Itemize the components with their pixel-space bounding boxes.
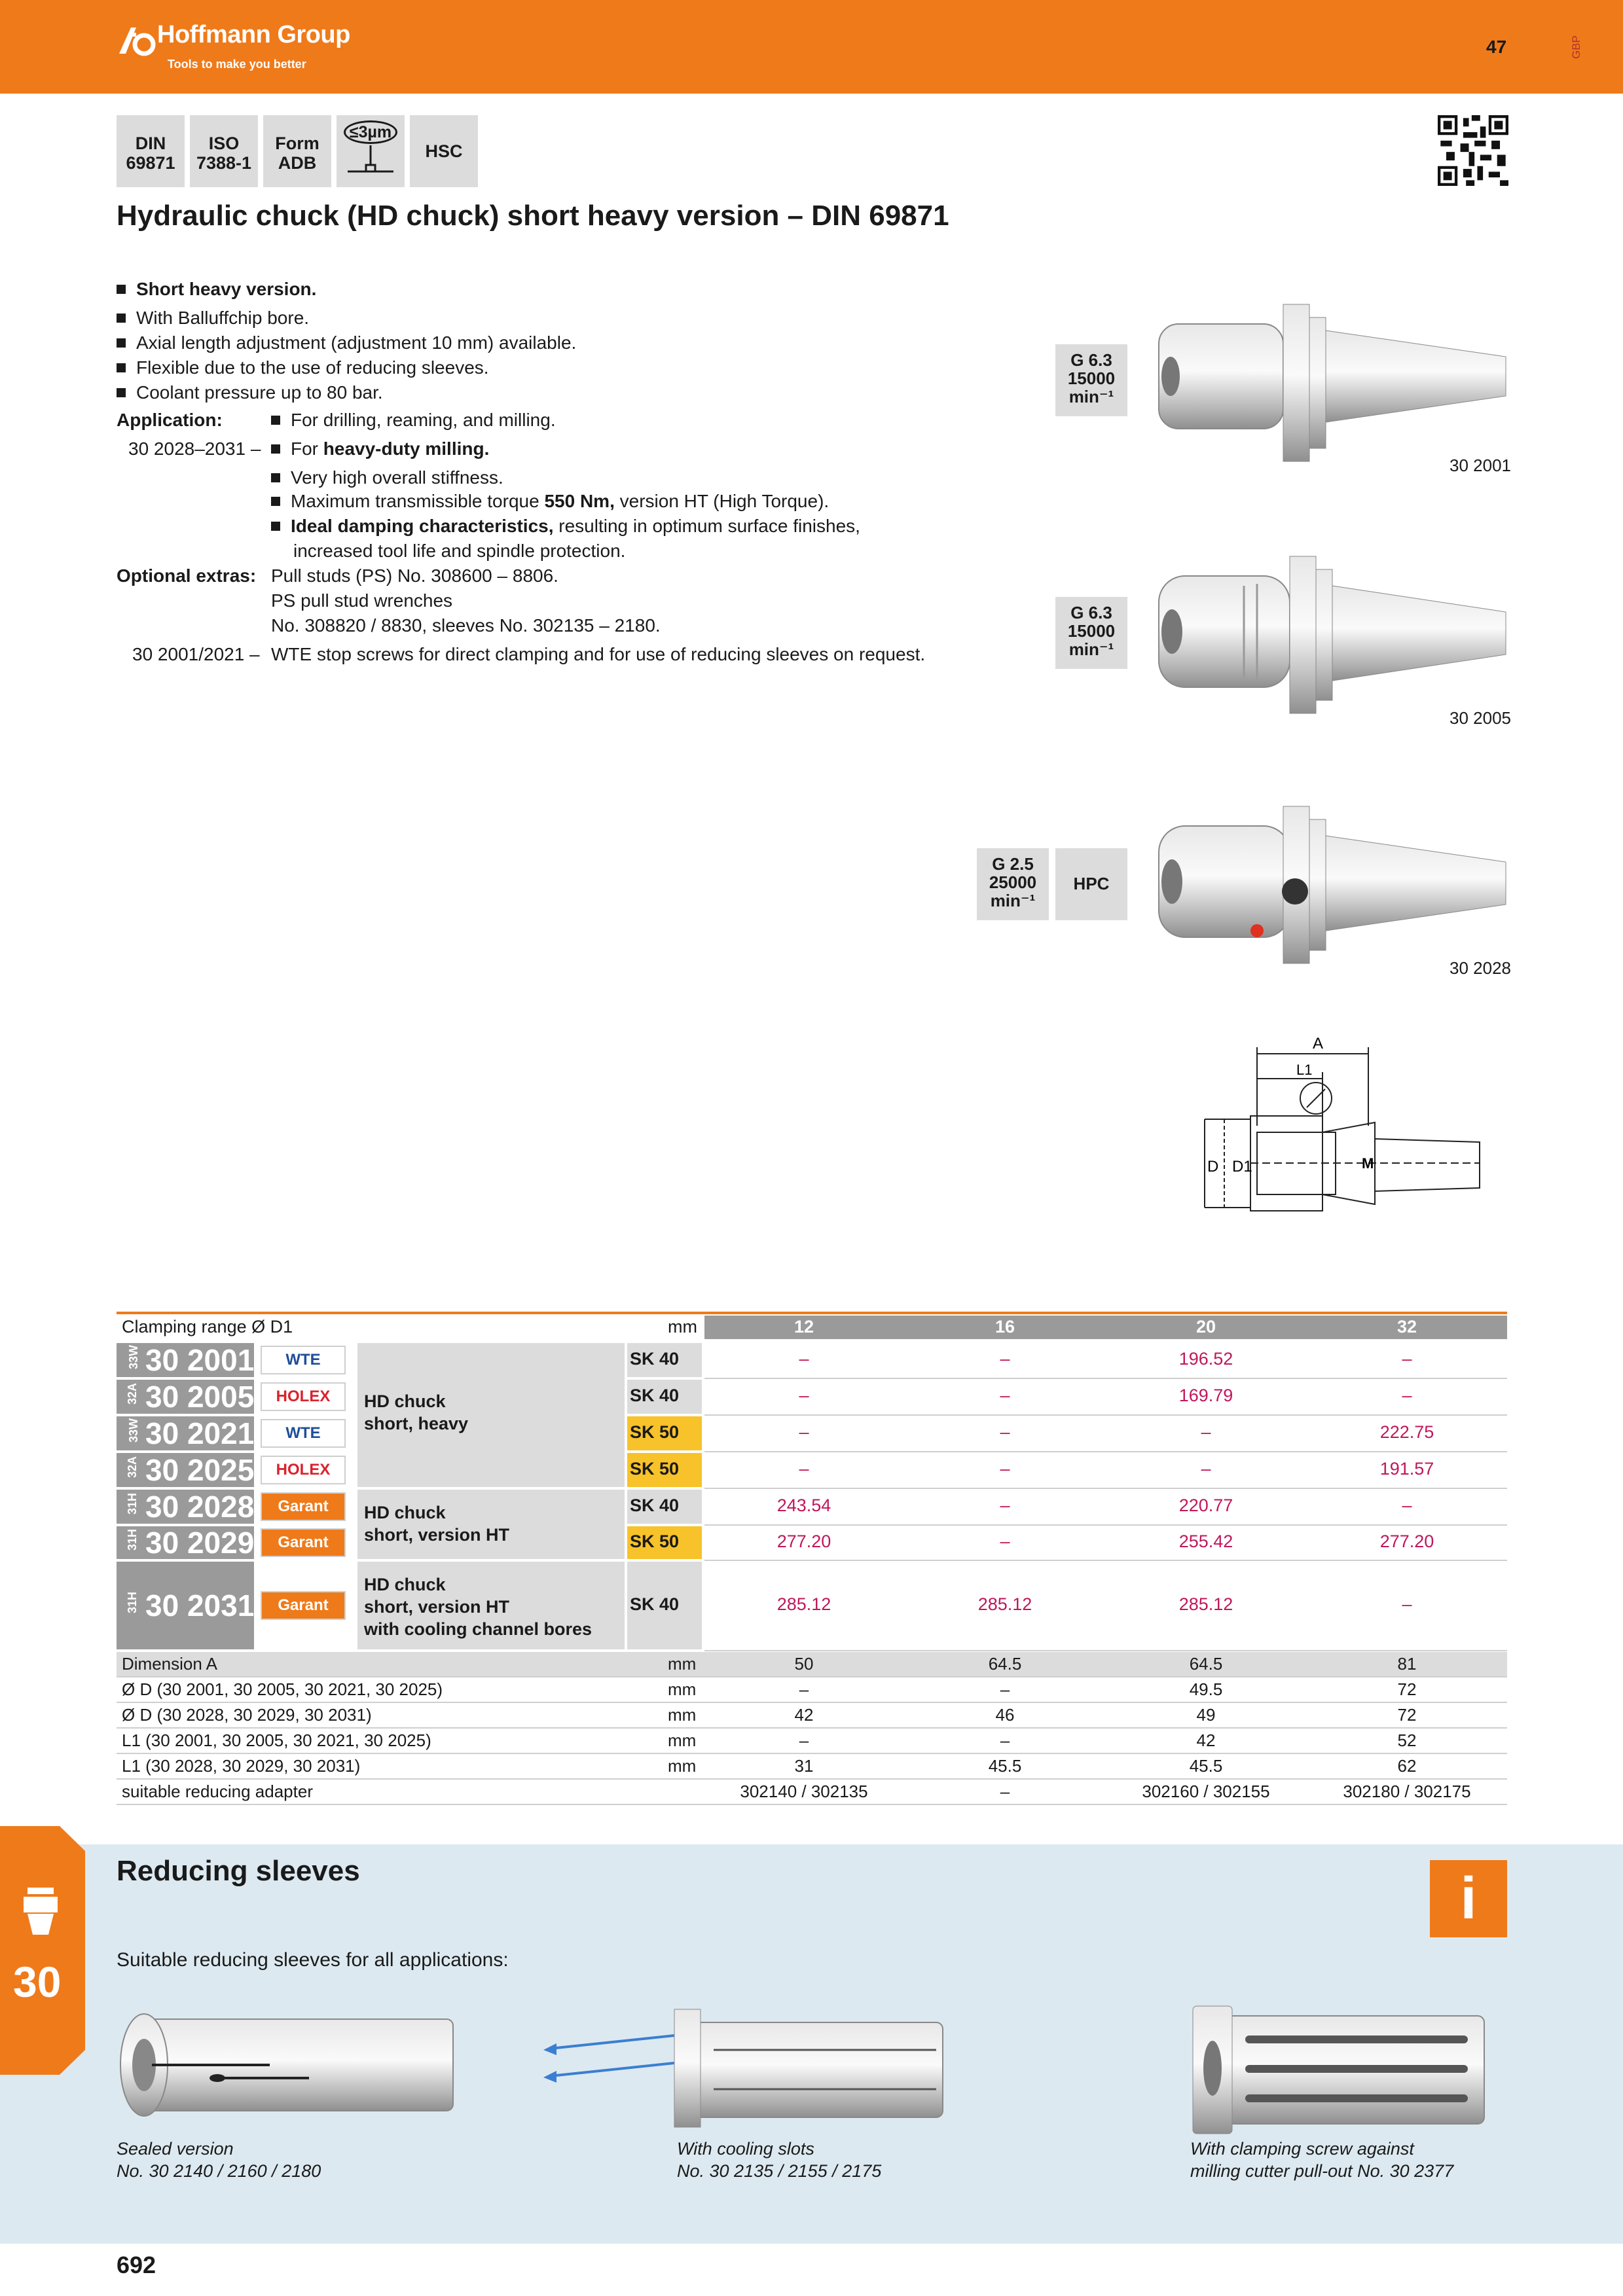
optional-4-prefix: 30 2001/2021 – [132,644,260,664]
article-code: 33W [127,1344,141,1370]
taper-label: SK 50 [630,1459,680,1479]
desc-block-2 [357,1490,625,1559]
sleeve-image-cooling [543,2003,956,2134]
dim-unit: mm [668,1654,697,1674]
application-2: For heavy-duty milling. [271,437,489,461]
desc2-a: HD chuck [364,1503,446,1522]
price-cell: 285.12 [1178,1594,1233,1614]
spec-hsc: HSC [410,115,478,187]
row-separator [704,1524,1507,1526]
sleeve-caption-2a: With cooling slots [677,2139,814,2159]
feature-5: Coolant pressure up to 80 bar. [117,381,383,404]
row-separator [704,1650,1507,1651]
optional-3: No. 308820 / 8830, sleeves No. 302135 – 2180. [271,615,661,636]
size-header-16: 16 [994,1317,1015,1336]
dim-separator [117,1676,1507,1677]
sleeve-image-clamping [1186,2000,1494,2137]
qr-code-icon[interactable] [1438,115,1508,186]
dim-value: 42 [1196,1731,1216,1750]
logo-tagline: Tools to make you better [168,58,306,71]
article-code: 33W [127,1418,141,1443]
article-code: 31H [126,1492,139,1515]
dim-value: 52 [1397,1731,1417,1750]
article-code: 32A [126,1456,139,1479]
spec-din: DIN 69871 [117,115,185,187]
dim-value: – [799,1679,809,1699]
sleeve-caption-2b: No. 30 2135 / 2155 / 2175 [677,2161,882,2181]
application-1: For drilling, reaming, and milling. [271,408,556,432]
spec-iso: ISO 7388-1 [190,115,258,187]
dim-label: suitable reducing adapter [122,1782,313,1801]
dim-value: 31 [794,1756,814,1776]
taper-label: SK 40 [630,1496,680,1515]
sleeve-caption-3b: milling cutter pull-out No. 30 2377 [1190,2161,1454,2181]
dim-value: 64.5 [988,1654,1022,1674]
brand-logo: WTE [261,1419,346,1448]
brand-logo: WTE [261,1346,346,1374]
dim-unit: mm [668,1679,697,1699]
dim-value: 45.5 [1189,1756,1223,1776]
dim-value: 62 [1397,1756,1417,1776]
price-cell: – [1402,1496,1412,1515]
clamping-range-unit: mm [668,1317,697,1336]
dim-value: 49.5 [1189,1679,1223,1699]
desc1-b: short, heavy [364,1414,469,1433]
sleeve-caption-3a: With clamping screw against [1190,2139,1414,2159]
dim-value: – [1000,1782,1010,1801]
feature-3: Axial length adjustment (adjustment 10 mm) available. [117,331,576,355]
taper-label: SK 40 [630,1349,680,1369]
taper-label: SK 50 [630,1422,680,1442]
price-cell: – [1402,1386,1412,1405]
dim-value: 302140 / 302135 [740,1782,868,1801]
page-number: 692 [117,2251,156,2278]
product-label-302028: 30 2028 [1450,958,1511,978]
size-header-20: 20 [1195,1317,1216,1336]
dim-value: – [1000,1679,1010,1699]
dim-A: A [1313,1035,1324,1052]
application-2-prefix: 30 2028–2031 – [128,439,261,459]
dim-label: Ø D (30 2001, 30 2005, 30 2021, 30 2025) [122,1679,443,1699]
dim-value: – [799,1731,809,1750]
row-separator [704,1488,1507,1489]
dim-value: 50 [794,1654,814,1674]
taper-label: SK 40 [630,1386,680,1405]
chuck-image-302028 [1152,800,1512,970]
dim-L1: L1 [1296,1062,1313,1078]
feature-4: Flexible due to the use of reducing sleeves. [117,356,489,380]
desc3-a: HD chuck [364,1575,446,1594]
dim-unit: mm [668,1731,697,1750]
dim-unit: mm [668,1756,697,1776]
application-4: Maximum transmissible torque 550 Nm, version HT (High Torque). [271,490,829,513]
price-cell: 191.57 [1379,1459,1434,1479]
price-cell: 222.75 [1379,1422,1434,1442]
hoffmann-logo [117,20,392,79]
optional-1: Pull studs (PS) No. 308600 – 8806. [271,565,558,586]
price-cell: – [1000,1386,1010,1405]
dim-separator [117,1753,1507,1754]
row-separator [704,1451,1507,1452]
application-5-cont: increased tool life and spindle protection. [293,541,626,561]
application-3: Very high overall stiffness. [271,466,503,490]
hpc-box: HPC [1055,848,1127,920]
dim-value: 46 [995,1705,1015,1725]
row-separator [704,1560,1507,1561]
section-page-number: 47 [1486,37,1507,57]
dim-value: 302180 / 302175 [1343,1782,1471,1801]
brand-logo: Garant [261,1492,346,1521]
price-cell: 169.79 [1178,1386,1233,1405]
runout-gauge-icon [341,145,400,178]
dim-label: Dimension A [122,1654,217,1674]
price-cell: – [1000,1496,1010,1515]
dim-separator [117,1727,1507,1729]
price-cell: 285.12 [776,1594,831,1614]
dim-M: M [1362,1155,1374,1172]
brand-logo: Garant [261,1591,346,1620]
dim-label: L1 (30 2028, 30 2029, 30 2031) [122,1756,361,1776]
brand-logo: HOLEX [261,1382,346,1411]
size-header-32: 32 [1396,1317,1417,1336]
article-number[interactable]: 30 2028 [145,1490,255,1524]
sleeve-caption-1b: No. 30 2140 / 2160 / 2180 [117,2161,321,2181]
article-number[interactable]: 30 2031 [145,1588,255,1623]
taper-label: SK 50 [630,1532,680,1551]
chuck-chapter-icon [14,1885,67,1937]
price-cell: – [1201,1422,1211,1442]
chapter-tab[interactable] [0,1826,85,2075]
taper-label: SK 40 [630,1594,680,1614]
dim-separator [117,1702,1507,1703]
page-title: Hydraulic chuck (HD chuck) short heavy version – DIN 69871 [117,200,949,232]
price-cell: 277.20 [1379,1532,1434,1551]
row-separator [704,1414,1507,1416]
price-cell: – [799,1422,809,1442]
language-code: GBP [1570,35,1582,59]
article-number[interactable]: 30 2021 [145,1416,255,1450]
dim-unit: mm [668,1705,697,1725]
product-label-302001: 30 2001 [1450,456,1511,475]
article-number[interactable]: 30 2029 [145,1526,255,1560]
sleeve-caption-1a: Sealed version [117,2139,234,2159]
product-label-302005: 30 2005 [1450,708,1511,728]
price-cell: – [1402,1594,1412,1614]
spec-form: Form ADB [263,115,331,187]
dim-value: 64.5 [1189,1654,1223,1674]
price-cell: 255.42 [1178,1532,1233,1551]
price-cell: – [799,1349,809,1369]
balance-box-302028: G 2.5 25000 min⁻¹ [977,848,1049,920]
sleeve-image-sealed [113,2003,460,2134]
price-cell: – [1201,1459,1211,1479]
row-separator [704,1378,1507,1379]
logo-name: Hoffmann Group [157,21,350,48]
info-icon[interactable]: i [1430,1860,1507,1937]
article-code: 31H [126,1528,139,1551]
article-number[interactable]: 30 2001 [145,1343,255,1377]
price-cell: 196.52 [1178,1349,1233,1369]
dimension-diagram [1185,1034,1512,1224]
price-cell: – [799,1459,809,1479]
dim-D: D [1207,1158,1219,1175]
article-number[interactable]: 30 2025 [145,1453,255,1487]
dim-separator [117,1804,1507,1805]
application-5: Ideal damping characteristics, resulting in optimum surface finishes, [271,514,860,538]
dim-value: 45.5 [988,1756,1022,1776]
price-cell: 220.77 [1178,1496,1233,1515]
price-cell: – [1000,1349,1010,1369]
desc2-b: short, version HT [364,1525,510,1545]
dim-D1: D1 [1232,1158,1252,1175]
desc3-b: short, version HT [364,1597,510,1617]
article-code: 32A [126,1382,139,1405]
reducing-title: Reducing sleeves [117,1855,360,1887]
dim-value: – [1000,1731,1010,1750]
logo-mark-icon [117,20,157,60]
brand-logo: Garant [261,1528,346,1557]
balance-box-302001: G 6.3 15000 min⁻¹ [1055,344,1127,416]
desc1-a: HD chuck [364,1391,446,1411]
balance-box-302005: G 6.3 15000 min⁻¹ [1055,597,1127,669]
price-cell: – [799,1386,809,1405]
article-number[interactable]: 30 2005 [145,1380,255,1414]
reducing-subtitle: Suitable reducing sleeves for all applications: [117,1949,509,1971]
feature-2: With Balluffchip bore. [117,306,309,330]
dim-label: Ø D (30 2028, 30 2029, 30 2031) [122,1705,372,1725]
price-cell: – [1000,1422,1010,1442]
brand-logo: HOLEX [261,1456,346,1484]
dim-separator [117,1778,1507,1780]
dim-value: 72 [1397,1679,1417,1699]
feature-1: Short heavy version. [117,278,316,301]
price-cell: – [1402,1349,1412,1369]
price-cell: 285.12 [977,1594,1032,1614]
dim-value: 42 [794,1705,814,1725]
table-top-rule [117,1312,1507,1314]
dim-value: 49 [1196,1705,1216,1725]
dim-value: 72 [1397,1705,1417,1725]
spec-runout: ≤3µm [337,115,405,187]
chapter-number: 30 [13,1958,62,2006]
price-cell: 277.20 [776,1532,831,1551]
price-cell: 243.54 [776,1496,831,1515]
price-cell: – [1000,1459,1010,1479]
desc3-c: with cooling channel bores [364,1619,593,1639]
clamping-range-label: Clamping range Ø D1 [122,1317,293,1336]
dim-value: 302160 / 302155 [1142,1782,1270,1801]
dim-value: 81 [1397,1654,1417,1674]
application-label: Application: [117,410,223,430]
optional-4: WTE stop screws for direct clamping and for use of reducing sleeves on request. [271,644,926,664]
chuck-image-302001 [1152,298,1512,468]
chuck-image-302005 [1152,550,1512,720]
price-cell: – [1000,1532,1010,1551]
dim-label: L1 (30 2001, 30 2005, 30 2021, 30 2025) [122,1731,431,1750]
optional-2: PS pull stud wrenches [271,590,453,611]
optional-extras-label: Optional extras: [117,565,257,586]
size-header-12: 12 [793,1317,814,1336]
article-code: 31H [126,1591,139,1614]
